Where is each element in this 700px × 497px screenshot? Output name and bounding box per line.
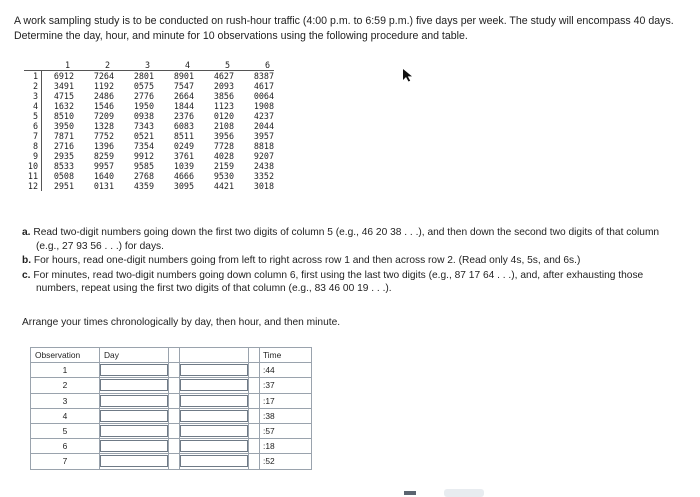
random-number-cell: 2093 bbox=[213, 81, 234, 91]
random-table-row bbox=[24, 71, 274, 81]
dropdown-arrow[interactable] bbox=[249, 423, 260, 438]
hour-dropdown[interactable] bbox=[180, 393, 249, 408]
hour-select-field[interactable] bbox=[180, 455, 248, 467]
dropdown-arrow[interactable] bbox=[249, 439, 260, 454]
dropdown-arrow[interactable] bbox=[249, 454, 260, 469]
hour-dropdown[interactable] bbox=[180, 408, 249, 423]
observation-number: 5 bbox=[31, 423, 100, 438]
random-number-cell: 9530 bbox=[213, 171, 234, 181]
observation-number: 4 bbox=[31, 408, 100, 423]
instruction-item bbox=[22, 254, 682, 268]
header-cell: 2 bbox=[104, 60, 110, 70]
hour-dropdown[interactable] bbox=[180, 363, 249, 378]
random-number-cell: 3491 bbox=[53, 81, 74, 91]
header-cell: 1 bbox=[64, 60, 70, 70]
dropdown-arrow[interactable] bbox=[169, 393, 180, 408]
day-dropdown[interactable] bbox=[100, 393, 169, 408]
random-number-cell: 8259 bbox=[93, 151, 114, 161]
random-number-cell: 0249 bbox=[173, 141, 194, 151]
day-select-field[interactable] bbox=[100, 410, 168, 422]
hour-select-field[interactable] bbox=[180, 364, 248, 376]
random-table-row bbox=[24, 101, 274, 111]
random-number-cell: 4627 bbox=[213, 71, 234, 81]
random-number-cell: 7728 bbox=[213, 141, 234, 151]
random-number-cell: 1546 bbox=[93, 101, 114, 111]
random-number-cell: 2376 bbox=[173, 111, 194, 121]
day-header: Day bbox=[100, 348, 169, 363]
instruction-label: c. bbox=[22, 269, 31, 281]
random-number-cell: 1192 bbox=[93, 81, 114, 91]
time-value: :38 bbox=[260, 408, 312, 423]
answer-table bbox=[30, 347, 312, 470]
day-select-field[interactable] bbox=[100, 379, 168, 391]
random-number-cell: 0521 bbox=[133, 131, 154, 141]
dropdown-arrow[interactable] bbox=[169, 439, 180, 454]
spacer-header bbox=[169, 348, 180, 363]
day-select-field[interactable] bbox=[100, 425, 168, 437]
time-value: :52 bbox=[260, 454, 312, 469]
random-number-cell: 1328 bbox=[93, 121, 114, 131]
dropdown-arrow[interactable] bbox=[169, 408, 180, 423]
random-number-cell: 0120 bbox=[213, 111, 234, 121]
random-number-cell: 3095 bbox=[173, 181, 194, 191]
random-number-cell: 8510 bbox=[53, 111, 74, 121]
time-value: :57 bbox=[260, 423, 312, 438]
answer-row bbox=[31, 454, 312, 469]
hour-select-field[interactable] bbox=[180, 440, 248, 452]
random-number-cell: 3352 bbox=[253, 171, 274, 181]
hour-select-field[interactable] bbox=[180, 410, 248, 422]
instruction-text: For minutes, read two-digit numbers going down column 6, first using the last two digits (e.g., 87 17 64 . . .), and, after exhausting those numbers, repeat using the first two digits of that column (e.g., 83 46 00 19 . . .). bbox=[33, 269, 644, 295]
random-table-row bbox=[24, 81, 274, 91]
random-number-cell: 1396 bbox=[93, 141, 114, 151]
hour-select-field[interactable] bbox=[180, 425, 248, 437]
random-number-cell: 7264 bbox=[93, 71, 114, 81]
hour-dropdown[interactable] bbox=[180, 454, 249, 469]
random-number-cell: 1039 bbox=[173, 161, 194, 171]
dropdown-arrow[interactable] bbox=[169, 363, 180, 378]
random-number-cell: 7871 bbox=[53, 131, 74, 141]
header-cell bbox=[24, 60, 38, 70]
random-number-cell: 3956 bbox=[213, 131, 234, 141]
random-number-cell: 3761 bbox=[173, 151, 194, 161]
random-table-row bbox=[24, 161, 274, 171]
random-number-cell: 0508 bbox=[53, 171, 74, 181]
random-number-cell: 2108 bbox=[213, 121, 234, 131]
row-number: 7 bbox=[24, 131, 42, 141]
time-value: :18 bbox=[260, 439, 312, 454]
answer-row bbox=[31, 439, 312, 454]
random-table-row bbox=[24, 91, 274, 101]
header-cell: 6 bbox=[264, 60, 270, 70]
random-number-cell: 8901 bbox=[173, 71, 194, 81]
next-button-partial bbox=[444, 489, 484, 497]
dropdown-arrow[interactable] bbox=[169, 423, 180, 438]
random-table-row bbox=[24, 131, 274, 141]
row-number: 10 bbox=[24, 161, 42, 171]
answer-row bbox=[31, 378, 312, 393]
mouse-pointer-icon bbox=[402, 68, 414, 82]
random-number-cell: 7752 bbox=[93, 131, 114, 141]
day-dropdown[interactable] bbox=[100, 439, 169, 454]
dropdown-arrow[interactable] bbox=[169, 378, 180, 393]
day-dropdown[interactable] bbox=[100, 378, 169, 393]
footer-partial-controls bbox=[0, 483, 700, 497]
random-number-cell: 4421 bbox=[213, 181, 234, 191]
day-select-field[interactable] bbox=[100, 455, 168, 467]
problem-intro: A work sampling study is to be conducted on rush-hour traffic (4:00 p.m. to 6:59 p.m.) five days per week. The study will encompass 40 days. Determine the day, hour, and minute for 10 observations using the following procedure and table. bbox=[14, 15, 674, 42]
random-table-body bbox=[24, 71, 274, 191]
random-number-cell: 6083 bbox=[173, 121, 194, 131]
row-number: 2 bbox=[24, 81, 42, 91]
answer-row bbox=[31, 393, 312, 408]
dropdown-arrow[interactable] bbox=[249, 408, 260, 423]
answer-table-body bbox=[31, 363, 312, 469]
random-number-cell: 2159 bbox=[213, 161, 234, 171]
random-number-cell: 2935 bbox=[53, 151, 74, 161]
row-number: 11 bbox=[24, 171, 42, 181]
time-value: :37 bbox=[260, 378, 312, 393]
random-table-row bbox=[24, 171, 274, 181]
dropdown-arrow[interactable] bbox=[249, 393, 260, 408]
row-number: 5 bbox=[24, 111, 42, 121]
observation-number: 2 bbox=[31, 378, 100, 393]
random-number-cell: 0131 bbox=[93, 181, 114, 191]
arrange-instruction: Arrange your times chronologically by day, then hour, and then minute. bbox=[22, 317, 341, 328]
row-number: 9 bbox=[24, 151, 42, 161]
hour-dropdown[interactable] bbox=[180, 423, 249, 438]
random-number-cell: 3950 bbox=[53, 121, 74, 131]
random-number-cell: 4237 bbox=[253, 111, 274, 121]
random-number-table bbox=[24, 60, 274, 191]
day-select-field[interactable] bbox=[100, 395, 168, 407]
random-number-cell: 1123 bbox=[213, 101, 234, 111]
random-number-cell: 0575 bbox=[133, 81, 154, 91]
day-dropdown[interactable] bbox=[100, 423, 169, 438]
observation-number: 6 bbox=[31, 439, 100, 454]
dropdown-arrow[interactable] bbox=[249, 363, 260, 378]
row-number: 4 bbox=[24, 101, 42, 111]
random-number-cell: 2438 bbox=[253, 161, 274, 171]
random-number-cell: 9207 bbox=[253, 151, 274, 161]
random-number-cell: 2768 bbox=[133, 171, 154, 181]
dropdown-arrow[interactable] bbox=[169, 454, 180, 469]
random-number-cell: 2044 bbox=[253, 121, 274, 131]
day-dropdown[interactable] bbox=[100, 454, 169, 469]
random-number-cell: 1632 bbox=[53, 101, 74, 111]
hour-header bbox=[180, 348, 249, 363]
instruction-label: a. bbox=[22, 227, 31, 238]
time-value: :17 bbox=[260, 393, 312, 408]
instruction-item bbox=[22, 269, 682, 296]
dropdown-arrow[interactable] bbox=[249, 378, 260, 393]
random-number-cell: 9957 bbox=[93, 161, 114, 171]
answer-row bbox=[31, 408, 312, 423]
random-number-cell: 4617 bbox=[253, 81, 274, 91]
random-number-cell: 0064 bbox=[253, 91, 274, 101]
observation-number: 1 bbox=[31, 363, 100, 378]
random-number-cell: 8511 bbox=[173, 131, 194, 141]
random-number-cell: 8533 bbox=[53, 161, 74, 171]
random-number-cell: 2486 bbox=[93, 91, 114, 101]
spacer-header bbox=[249, 348, 260, 363]
day-dropdown[interactable] bbox=[100, 408, 169, 423]
observation-header: Observation bbox=[31, 348, 100, 363]
random-number-cell: 3018 bbox=[253, 181, 274, 191]
random-number-cell: 2776 bbox=[133, 91, 154, 101]
random-number-cell: 2951 bbox=[53, 181, 74, 191]
random-number-cell: 1908 bbox=[253, 101, 274, 111]
random-number-cell: 4715 bbox=[53, 91, 74, 101]
hour-select-field[interactable] bbox=[180, 379, 248, 391]
time-header: Time bbox=[260, 348, 312, 363]
random-number-cell: 2716 bbox=[53, 141, 74, 151]
header-cell: 3 bbox=[144, 60, 150, 70]
time-value: :44 bbox=[260, 363, 312, 378]
day-select-field[interactable] bbox=[100, 440, 168, 452]
answer-row bbox=[31, 423, 312, 438]
row-number: 1 bbox=[24, 71, 42, 81]
random-table-row bbox=[24, 151, 274, 161]
random-number-cell: 1844 bbox=[173, 101, 194, 111]
header-cell: 4 bbox=[184, 60, 190, 70]
random-table-header bbox=[24, 60, 274, 71]
random-number-cell: 1640 bbox=[93, 171, 114, 181]
random-number-cell: 7343 bbox=[133, 121, 154, 131]
random-number-cell: 9585 bbox=[133, 161, 154, 171]
random-number-cell: 7209 bbox=[93, 111, 114, 121]
random-table-row bbox=[24, 121, 274, 131]
row-number: 6 bbox=[24, 121, 42, 131]
hour-dropdown[interactable] bbox=[180, 378, 249, 393]
day-dropdown[interactable] bbox=[100, 363, 169, 378]
row-number: 12 bbox=[24, 181, 42, 191]
random-number-cell: 3957 bbox=[253, 131, 274, 141]
random-number-cell: 2801 bbox=[133, 71, 154, 81]
random-number-cell: 7354 bbox=[133, 141, 154, 151]
random-number-cell: 6912 bbox=[53, 71, 74, 81]
random-table-row bbox=[24, 111, 274, 121]
random-number-cell: 8387 bbox=[253, 71, 274, 81]
random-number-cell: 3856 bbox=[213, 91, 234, 101]
random-number-cell: 2664 bbox=[173, 91, 194, 101]
random-number-cell: 7547 bbox=[173, 81, 194, 91]
instruction-text: Read two-digit numbers going down the first two digits of column 5 (e.g., 46 20 38 . . .), and then down the second two digits of that column (e.g., 27 93 56 . . .) for days. bbox=[33, 227, 660, 252]
instruction-text: For hours, read one-digit numbers going from left to right across row 1 and then across row 2. (Read only 4s, 5s, and 6s.) bbox=[33, 255, 581, 267]
random-number-cell: 4666 bbox=[173, 171, 194, 181]
observation-number: 7 bbox=[31, 454, 100, 469]
instruction-item bbox=[22, 226, 682, 253]
random-table-row bbox=[24, 181, 274, 191]
random-number-cell: 9912 bbox=[133, 151, 154, 161]
row-number: 3 bbox=[24, 91, 42, 101]
random-table-row bbox=[24, 141, 274, 151]
answer-row bbox=[31, 363, 312, 378]
random-number-cell: 4028 bbox=[213, 151, 234, 161]
grid-icon bbox=[404, 491, 416, 495]
day-select-field[interactable] bbox=[100, 364, 168, 376]
random-number-cell: 1950 bbox=[133, 101, 154, 111]
random-number-cell: 8818 bbox=[253, 141, 274, 151]
instruction-label: b. bbox=[22, 255, 32, 267]
instruction-list bbox=[22, 226, 682, 297]
observation-number: 3 bbox=[31, 393, 100, 408]
random-number-cell: 4359 bbox=[133, 181, 154, 191]
answer-table-header bbox=[31, 348, 312, 363]
hour-dropdown[interactable] bbox=[180, 439, 249, 454]
hour-select-field[interactable] bbox=[180, 395, 248, 407]
header-cell: 5 bbox=[224, 60, 230, 70]
random-number-cell: 0938 bbox=[133, 111, 154, 121]
row-number: 8 bbox=[24, 141, 42, 151]
